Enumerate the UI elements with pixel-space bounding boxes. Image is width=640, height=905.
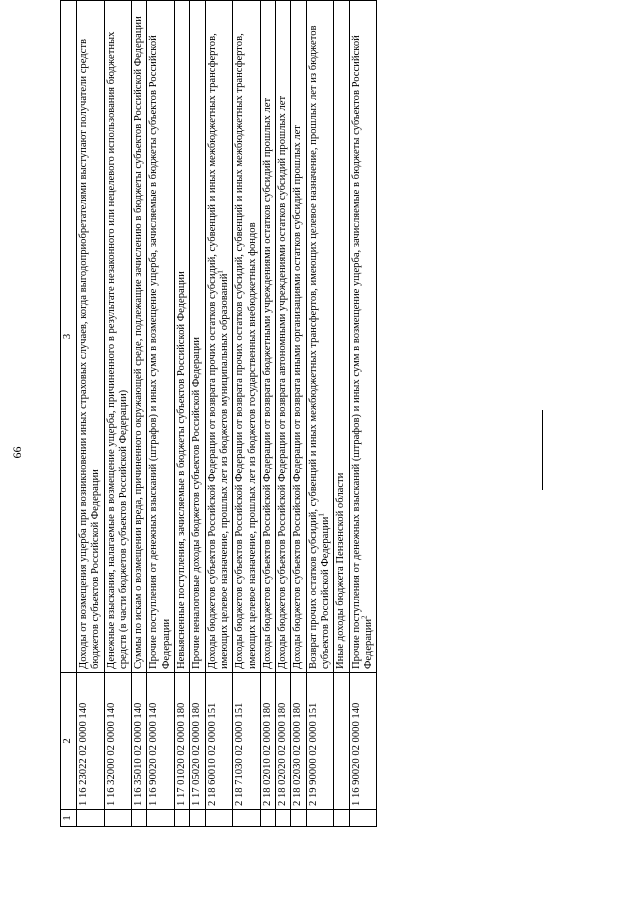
header-col-2: 2 [61, 673, 77, 810]
table-row [334, 1, 349, 827]
row-description [147, 1, 175, 673]
row-description [260, 1, 275, 673]
row-col-1 [349, 810, 377, 827]
page-number: 66 [10, 446, 24, 459]
row-description-text: Прочие поступления от денежных взысканий (штрафов) и иных сумм в возмещение ущерба, зачисляемые в бюджеты субъектов Российской Федерации [350, 35, 374, 669]
table-row [104, 1, 132, 827]
header-col-3: 3 [61, 1, 77, 673]
table-header-row [61, 1, 77, 827]
row-code: 2 18 60010 02 0000 151 [205, 673, 233, 810]
row-col-1 [306, 810, 334, 827]
row-code: 2 18 02010 02 0000 180 [260, 673, 275, 810]
row-col-1 [276, 810, 291, 827]
row-col-1 [233, 810, 261, 827]
row-description-text: Доходы бюджетов субъектов Российской Федерации от возврата автономными учреждениями остатков субсидий прошлых лет [277, 95, 289, 669]
table-row [190, 1, 205, 827]
row-description-text: Доходы бюджетов субъектов Российской Федерации от возврата прочих остатков субсидий, субвенций и иных межбюджетных трансфертов, имеющих целевое назначение, прошлых лет из бюджетов муниципальных образований [206, 33, 230, 669]
row-col-1 [77, 810, 105, 827]
row-description-text: Денежные взыскания, налагаемые в возмещение ущерба, причиненного в результате незаконного или нецелевого использования бюджетных средств (в части бюджетов субъектов Российской Федерации) [105, 31, 129, 669]
row-description [104, 1, 132, 673]
table-row [276, 1, 291, 827]
row-code: 2 18 71030 02 0000 151 [233, 673, 261, 810]
table-row [77, 1, 105, 827]
table-row [147, 1, 175, 827]
footnote-marker: 1 [317, 513, 326, 517]
table-row [233, 1, 261, 827]
row-description [334, 1, 349, 673]
row-col-1 [334, 810, 349, 827]
row-description [175, 1, 190, 673]
row-description [291, 1, 306, 673]
header-col-1: 1 [61, 810, 77, 827]
footnote-divider [542, 410, 543, 490]
row-description-text: Доходы бюджетов субъектов Российской Федерации от возврата бюджетными учреждениями остатков субсидий прошлых лет [261, 97, 273, 669]
table-row [175, 1, 190, 827]
row-col-1 [147, 810, 175, 827]
row-col-1 [175, 810, 190, 827]
row-code: 2 18 02030 02 0000 180 [291, 673, 306, 810]
row-code [334, 673, 349, 810]
row-description-text: Прочие неналоговые доходы бюджетов субъектов Российской Федерации [191, 337, 203, 669]
row-description-text: Доходы бюджетов субъектов Российской Федерации от возврата иными организациями остатков субсидий прошлых лет [292, 125, 304, 669]
row-description [190, 1, 205, 673]
row-description-text: Возврат прочих остатков субсидий, субвенций и иных межбюджетных трансфертов, имеющих целевое назначение, прошлых лет из бюджетов субъектов Российской Федерации [307, 25, 332, 669]
row-description [132, 1, 147, 673]
row-description-text: Иные доходы бюджета Пензенской области [335, 472, 347, 669]
row-col-1 [104, 810, 132, 827]
row-description-text: Прочие поступления от денежных взысканий (штрафов) и иных сумм в возмещение ущерба, зачисляемые в бюджеты субъектов Российской Федерации [148, 35, 172, 669]
table-row [205, 1, 233, 827]
row-code: 1 16 90020 02 0000 140 [147, 673, 175, 810]
row-code: 2 18 02020 02 0000 180 [276, 673, 291, 810]
row-col-1 [132, 810, 147, 827]
row-description [233, 1, 261, 673]
table-row [132, 1, 147, 827]
row-col-1 [190, 810, 205, 827]
footnote-marker: 1 [216, 270, 225, 274]
row-description-text: Невыясненные поступления, зачисляемые в бюджеты субъектов Российской Федерации [176, 271, 188, 669]
row-code: 1 16 23022 02 0000 140 [77, 673, 105, 810]
row-description [276, 1, 291, 673]
row-code: 1 17 05020 02 0000 180 [190, 673, 205, 810]
row-description [349, 1, 377, 673]
row-description [77, 1, 105, 673]
table-row [260, 1, 275, 827]
row-description [306, 1, 334, 673]
footnote-marker: 2 [360, 615, 369, 619]
row-col-1 [291, 810, 306, 827]
row-description [205, 1, 233, 673]
row-code: 1 16 35010 02 0000 140 [132, 673, 147, 810]
table-row [291, 1, 306, 827]
row-code: 1 16 32000 02 0000 140 [104, 673, 132, 810]
table-row [306, 1, 334, 827]
row-description-text: Доходы от возмещения ущерба при возникновении иных страховых случаев, когда выгодоприобретателями выступают получатели средств бюджетов субъектов Российской Федерации [78, 39, 102, 669]
income-codes-table [60, 0, 377, 827]
row-col-1 [205, 810, 233, 827]
row-code: 2 19 90000 02 0000 151 [306, 673, 334, 810]
row-description-text: Доходы бюджетов субъектов Российской Федерации от возврата прочих остатков субсидий, субвенций и иных межбюджетных трансфертов, имеющих целевое назначение, прошлых лет из бюджетов государственных внебюджетных фондов [234, 33, 258, 669]
table-row [349, 1, 377, 827]
row-code: 1 17 01020 02 0000 180 [175, 673, 190, 810]
row-description-text: Суммы по искам о возмещении вреда, причиненного окружающей среде, подлежащие зачислению в бюджеты субъектов Российской Федерации [133, 16, 145, 669]
row-col-1 [260, 810, 275, 827]
row-code: 1 16 90020 02 0000 140 [349, 673, 377, 810]
